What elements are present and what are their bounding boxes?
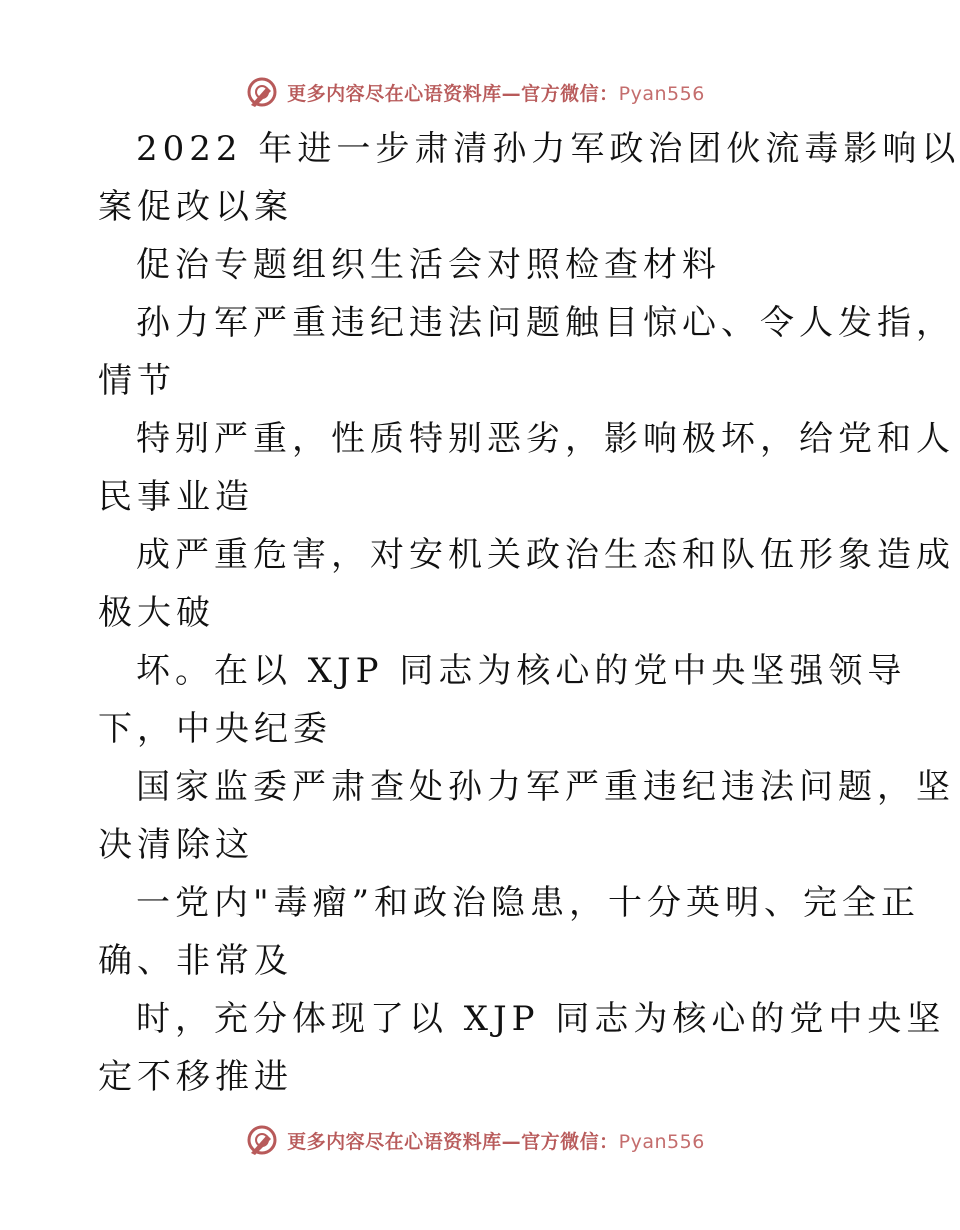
text-line: 下，中央纪委 xyxy=(98,709,332,749)
text-line: 确、非常及 xyxy=(98,941,293,981)
header-watermark xyxy=(0,72,950,112)
text-line: 成严重危害，对安机关政治生态和队伍形象造成 xyxy=(136,535,955,575)
watermark-text: 更多内容尽在心语资料库—官方微信：Pyan556 xyxy=(287,1130,705,1153)
watermark-wechat-id: Pyan556 xyxy=(618,1130,705,1153)
text-line: 特别严重，性质特别恶劣，影响极坏，给党和人 xyxy=(136,419,955,459)
text-line: 坏。在以 XJP 同志为核心的党中央坚强领导 xyxy=(136,651,907,691)
text-line: 促治专题组织生活会对照检查材料 xyxy=(136,245,721,285)
document-body xyxy=(98,120,960,1106)
text-line: 时，充分体现了以 XJP 同志为核心的党中央坚 xyxy=(136,999,946,1039)
watermark-wechat-id: Pyan556 xyxy=(618,82,705,105)
text-line: 2022 年进一步肃清孙力军政治团伙流毒影响以 xyxy=(136,129,960,169)
pen-logo-icon xyxy=(245,1123,279,1157)
text-line: 案促改以案 xyxy=(98,187,293,227)
text-line: 情节 xyxy=(98,361,176,401)
text-line: 一党内"毒瘤”和政治隐患，十分英明、完全正 xyxy=(136,883,921,923)
text-line: 民事业造 xyxy=(98,477,254,517)
text-line: 国家监委严肃查处孙力军严重违纪违法问题，坚 xyxy=(136,767,955,807)
text-line: 决清除这 xyxy=(98,825,254,865)
footer-watermark xyxy=(0,1120,950,1160)
text-line: 极大破 xyxy=(98,593,215,633)
text-line: 孙力军严重违纪违法问题触目惊心、令人发指， xyxy=(136,303,955,343)
watermark-text: 更多内容尽在心语资料库—官方微信：Pyan556 xyxy=(287,82,705,105)
text-line: 定不移推进 xyxy=(98,1057,293,1097)
pen-logo-icon xyxy=(245,75,279,109)
